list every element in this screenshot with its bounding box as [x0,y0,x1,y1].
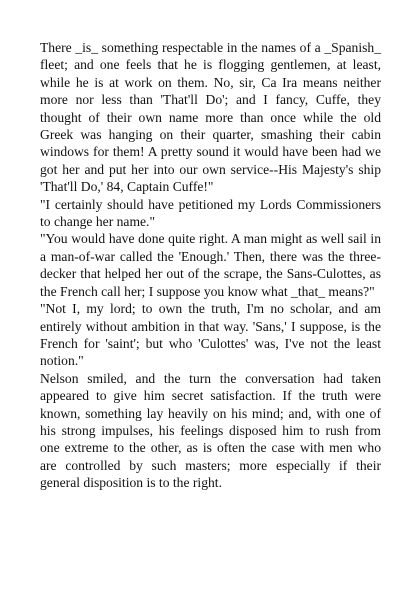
paragraph-5: Nelson smiled, and the turn the conversation had taken appeared to give him secret satisfaction. If the truth were known, something lay heavily on his mind; and, with one of his strong impulses, his feelings disposed him to rush from one extreme to the other, as is often the case with men who are controlled by such masters; more especially if their general disposition is to the right. [40,370,381,491]
document-page [40,39,381,492]
paragraph-3: "You would have done quite right. A man might as well sail in a man-of-war called the 'Enough.' Then, there was the three-decker that helped her out of the scrape, the Sans-Culottes, as the French call her; I suppose you know what _that_ means?" [40,231,381,299]
paragraph-4: "Not I, my lord; to own the truth, I'm no scholar, and am entirely without ambition in that way. 'Sans,' I suppose, is the French for 'saint'; but who 'Culottes' was, I've not the least notion." [40,301,381,369]
paragraph-2: "I certainly should have petitioned my Lords Commissioners to change her name." [40,196,381,230]
paragraph-1: There _is_ something respectable in the names of a _Spanish_ fleet; and one feels that he is flogging gentlemen, at least, while he is at work on them. No, sir, Ca Ira means neither more nor less than 'That'll Do'; and I fancy, Cuffe, they thought of their own name more than once while the old Greek was hanging on their quarter, smashing their cabin windows for them! A pretty sound it would have been had we got her and put her into our own service--His Majesty's ship 'That'll Do,' 84, Captain Cuffe!" [40,40,381,195]
